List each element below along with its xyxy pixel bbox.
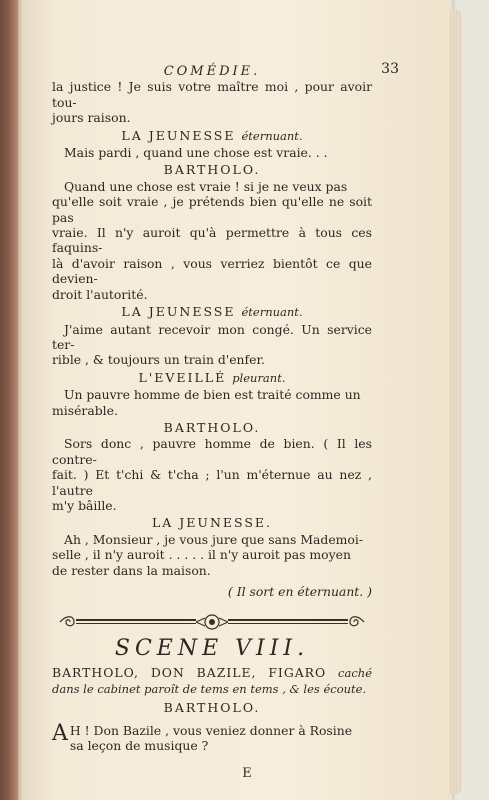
text-line: jours raison. [52, 110, 131, 126]
text-line: droit l'autorité. [52, 286, 148, 302]
speaker-name: LA JEUNESSE. [151, 515, 273, 531]
page-fore-edge [450, 10, 462, 794]
speaker-heading [52, 304, 372, 320]
speaker-heading [52, 420, 372, 435]
running-head: COMÉDIE. [163, 64, 261, 79]
text-line: misérable. [52, 402, 118, 418]
scene-title: SCENE VIII. [114, 636, 310, 662]
speaker-heading [52, 515, 372, 530]
text-line: la justice ! Je suis votre maître moi , pour avoir tou- [52, 79, 372, 110]
speaker-name: BARTHOLO. [163, 419, 261, 435]
speaker-name: LA JEUNESSE [121, 127, 236, 143]
text-line: J'aime autant recevoir mon congé. Un service ter- [52, 321, 372, 352]
text-line: sa leçon de musique ? [69, 738, 209, 754]
stage-direction: éternuant. [241, 305, 303, 320]
text-line: Sors donc , pauvre homme de bien. ( Il les contre- [52, 436, 372, 467]
text-line: qu'elle soit vraie , je prétends bien qu'elle ne soit pas [52, 194, 372, 225]
cast-list [52, 665, 372, 698]
text-line: selle , il n'y auroit . . . . . il n'y auroit pas moyen [52, 547, 351, 563]
text-line: m'y bâille. [52, 497, 117, 513]
text-line: vraie. Il n'y auroit qu'à permettre à tous ces faquins- [52, 225, 372, 256]
stage-direction: pleurant. [232, 370, 286, 385]
text-line: de rester dans la maison. [52, 562, 211, 578]
text-line: Mais pardi , quand une chose est vraie. . . [64, 145, 328, 161]
text-line: Ah , Monsieur , je vous jure que sans Mademoi- [64, 531, 364, 547]
page-text [52, 61, 399, 781]
text-line: fait. ) Et t'chi & t'cha ; l'un m'éternue au nez , l'autre [52, 467, 372, 498]
speaker-name: L'EVEILLÉ [138, 369, 227, 385]
cast-note: caché dans le cabinet paroît de tems en tems , & les écoute. [52, 665, 372, 697]
ornament-icon [52, 613, 372, 631]
page-number: 33 [381, 61, 399, 77]
text-line: là d'avoir raison , vous verriez bientôt ce que devien- [52, 255, 372, 287]
speaker-name: LA JEUNESSE [121, 304, 236, 320]
stage-direction: ( Il sort en éternuant. ) [227, 584, 372, 599]
text-line: H ! Don Bazile , vous veniez donner à Rosine [69, 723, 353, 739]
speaker-name: BARTHOLO. [163, 699, 261, 715]
text-line: rible , & toujours un train d'enfer. [52, 352, 265, 368]
speaker-heading [52, 700, 372, 715]
text-line: Un pauvre homme de bien est traité comme un [64, 387, 361, 403]
speaker-heading [52, 128, 372, 144]
stage-direction: éternuant. [241, 128, 303, 143]
signature-mark: E [242, 765, 252, 781]
speaker-heading [52, 162, 372, 177]
speaker-heading [52, 370, 372, 386]
ornament-divider [52, 613, 372, 631]
text-line: Quand une chose est vraie ! si je ne veux pas [64, 178, 348, 194]
drop-cap: A [52, 721, 68, 747]
cast-names: BARTHOLO, DON BAZILE, FIGARO [52, 664, 327, 680]
speaker-name: BARTHOLO. [163, 162, 261, 178]
opening-paragraph [52, 723, 372, 754]
